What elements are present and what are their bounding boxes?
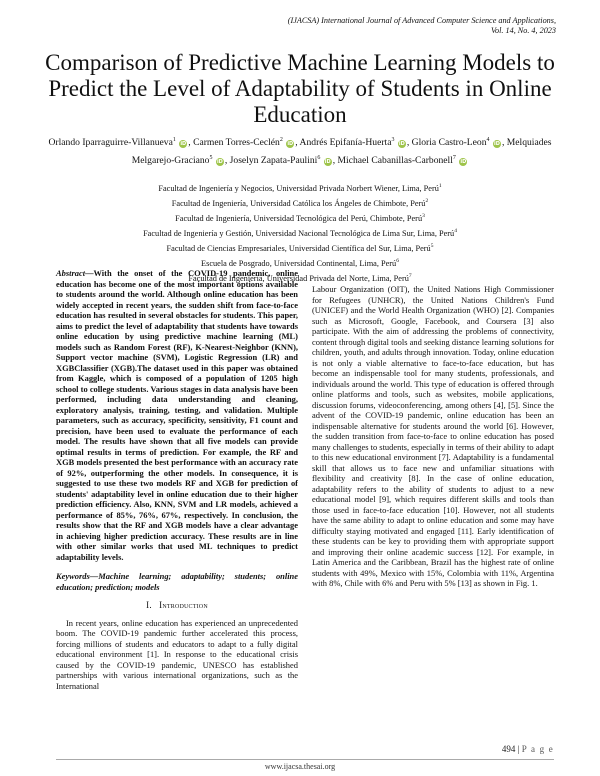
journal-volume: Vol. 14, No. 4, 2023 bbox=[490, 26, 556, 35]
affiliation bbox=[30, 195, 570, 210]
author-affiliation-number: 2 bbox=[279, 137, 283, 143]
author-name: Gloria Castro-Leon bbox=[411, 137, 487, 149]
author-name: Joselyn Zapata-Paulini bbox=[229, 154, 318, 166]
affiliation-number: 6 bbox=[396, 257, 399, 264]
author bbox=[300, 137, 407, 148]
section-heading bbox=[56, 600, 298, 611]
orcid-icon[interactable]: iD bbox=[398, 141, 405, 148]
affiliation-number: 2 bbox=[425, 197, 429, 204]
author-name: Melquiades Melgarejo-Graciano bbox=[131, 137, 552, 166]
orcid-icon[interactable]: iD bbox=[216, 158, 223, 165]
author bbox=[230, 155, 333, 166]
abstract-lead: Abstract bbox=[56, 268, 86, 278]
author-list: Orlando Iparraguirre-Villanueva$^1$ iD , Carmen Torres-Ceclén$^2$ iD , Andrés Epifanía-Huerta$^3$ iD , Gloria Castro-Leon$^4$ iD , Melquiades Melgarejo-Graciano$^5$ iD , Joselyn Zapata-Paulini$^6$ iD , Michael Cabanillas-Carbonell$^7$ iD bbox=[48, 137, 552, 166]
author bbox=[412, 137, 502, 148]
abstract-text: —With the onset of the COVID-19 pandemic, online education has become one of the most important options available to students around the world. Although online education has been widely accepted in recent years, the sudden shift from face-to-face education has resulted in several obstacles for students. This paper, aims to predict the level of adaptability that students have towards online education by using predictive machine learning (ML) models such as Random Forest (RF), K-Nearest-Neighbor (KNN), Support vector machine (SVM), Logistic Regression (LR) and XGBClassifier (XGB).The dataset used in this paper was obtained from Kaggle, which is composed of a population of 1205 high school to college students. Various stages in data analysis have been performed, including data understanding and cleaning, exploratory analysis, training, testing, and validation. Multiple parameters, such as accuracy, specificity, sensitivity, F1 count and precision, have been used to evaluate the performance of each model. The results have shown that all five models can provide optimal results in terms of prediction. For example, the RF and XGB models presented the best performance with an accuracy rate of 92%, outperforming the other models. In consequence, it is suggested to use these two models RF and XGB for prediction of students' adaptability level in online education due to their higher prediction efficiency. Also, KNN, SVM and LR models, achieved a performance of 85%, 76%, 67%, respectively. In conclusion, the results show that the RF and XGB models have a clear advantage in achieving higher prediction accuracy. These results are in line with other similar works that used ML techniques to predict adaptability levels. bbox=[56, 268, 298, 562]
affiliation-text: Facultad de Ingeniería, Universidad Privada del Norte, Lima, Perú bbox=[188, 273, 409, 283]
affiliation-text: Facultad de Ingeniería, Universidad Católica los Ángeles de Chimbote, Perú bbox=[171, 198, 426, 208]
affiliation-number: 1 bbox=[438, 183, 442, 189]
page-number: 494 | P a g e bbox=[501, 744, 554, 754]
affiliation-number: 4 bbox=[454, 227, 457, 234]
journal-name: (IJACSA) International Journal of Advanced Computer Science and Applications, bbox=[287, 16, 556, 25]
section-number: I. bbox=[146, 600, 152, 610]
author-name: Michael Cabanillas-Carbonell bbox=[337, 154, 453, 166]
affiliation-text: Escuela de Posgrado, Universidad Continental, Lima, Perú bbox=[201, 258, 397, 268]
orcid-icon[interactable]: iD bbox=[460, 158, 467, 165]
orcid-icon[interactable]: iD bbox=[324, 158, 331, 165]
left-column bbox=[56, 268, 298, 691]
author-affiliation-number: 6 bbox=[317, 154, 321, 161]
page-number-value: 494 bbox=[501, 744, 516, 754]
author bbox=[193, 137, 295, 148]
page-number-label: P a g e bbox=[521, 744, 554, 754]
footer-rule bbox=[56, 759, 554, 760]
right-column bbox=[312, 284, 554, 589]
author bbox=[338, 155, 469, 166]
intro-paragraph-right: Labour Organization (OIT), the United Nations High Commissioner for Refugees (UNHCR), the United Nations Children's Fund (UNICEF) and the World Health Organization (WHO) [2]. Companies such as Microsoft, Google, Facebook, and Coursera [3] also participate. With the aim of addressing the problems of connectivity, content through digital tools and seeking distance learning solutions for children, youth, and adults through innovation. Today, online education is not only a viable alternative to face-to-face education, but has become an indispensable tool for many students, professionals, and individuals around the world. This type of education is offered through online platforms and tools, such as websites, mobile applications, discussion forums, videoconferencing, among others [4], [5]. Since the advent of the COVID-19 pandemic, online education has been an indispensable alternative for students around the world [6]. However, the sudden transition from face-to-face to online education has posed many challenges to students, especially in terms of their ability to adapt to this new educational environment [7]. Adaptability is a fundamental skill that allows us to face new and unfamiliar situations with flexibility and creativity [8]. In the case of online education, adaptability refers to the ability of students to adjust to a new educational model [9], which requires different skills and tools than those used in face-to-face education [10]. However, not all students have the same ability to adapt to online education and some may have difficulty staying motivated and engaged [11]. Early identification of these students can be key to providing them with appropriate support and improving their online academic success [12]. For example, in Latin America and the Caribbean, Brazil has the highest rate of online students with 49%, Mexico with 15%, Colombia with 11%, Argentina with 8%, Chile with 6% and Peru with 5% [13] as shown in Fig. 1. bbox=[312, 284, 554, 588]
intro-paragraph-left: In recent years, online education has experienced an unprecedented boom. The COVID-19 pandemic further accelerated this process, forcing millions of students and educators to adapt to a fully digital educational environment [1]. In response to the educational crisis caused by the COVID-19 pandemic, UNESCO has established partnerships with various international organizations, such as the International bbox=[56, 617, 298, 691]
affiliation-number: 3 bbox=[422, 212, 425, 219]
affiliation bbox=[30, 180, 570, 195]
affiliation-number: 7 bbox=[408, 272, 412, 279]
paper-title: Comparison of Predictive Machine Learning Models to Predict the Level of Adaptability of Students in Online Education bbox=[45, 50, 555, 127]
keywords: Keywords—Machine learning; adaptability; students; online education; prediction; models bbox=[56, 571, 298, 592]
affiliation bbox=[30, 240, 570, 255]
affiliation-text: Facultad de Ingeniería y Negocios, Universidad Privada Norbert Wiener, Lima, Perú bbox=[158, 183, 439, 193]
journal-header bbox=[288, 16, 556, 36]
affiliation-text: Facultad de Ingeniería y Gestión, Universidad Nacional Tecnológica de Lima Sur, Lima, Perú bbox=[143, 228, 455, 238]
affiliation bbox=[30, 225, 570, 240]
author-affiliation-number: 7 bbox=[452, 154, 456, 161]
orcid-icon[interactable]: iD bbox=[287, 141, 294, 148]
orcid-icon[interactable]: iD bbox=[180, 141, 187, 148]
author-name: Carmen Torres-Ceclén bbox=[193, 137, 280, 149]
section-title: Introduction bbox=[159, 600, 208, 610]
author-affiliation-number: 5 bbox=[209, 154, 213, 161]
author-affiliation-number: 1 bbox=[172, 137, 176, 143]
abstract bbox=[56, 268, 298, 562]
affiliation-number: 5 bbox=[430, 242, 434, 249]
affiliation bbox=[30, 210, 570, 225]
footer-website: www.ijacsa.thesai.org bbox=[264, 762, 336, 771]
author-affiliation-number: 4 bbox=[486, 137, 490, 143]
author-name: Orlando Iparraguirre-Villanueva bbox=[48, 137, 173, 149]
affiliation-text: Facultad de Ciencias Empresariales, Universidad Científica del Sur, Lima, Perú bbox=[166, 243, 431, 253]
author-affiliation-number: 3 bbox=[391, 137, 395, 143]
affiliation-text: Facultad de Ingeniería, Universidad Tecnológica del Perú, Chimbote, Perú bbox=[175, 213, 423, 223]
author bbox=[49, 137, 189, 148]
orcid-icon[interactable]: iD bbox=[494, 141, 500, 148]
author-name: Andrés Epifanía-Huerta bbox=[299, 137, 392, 149]
